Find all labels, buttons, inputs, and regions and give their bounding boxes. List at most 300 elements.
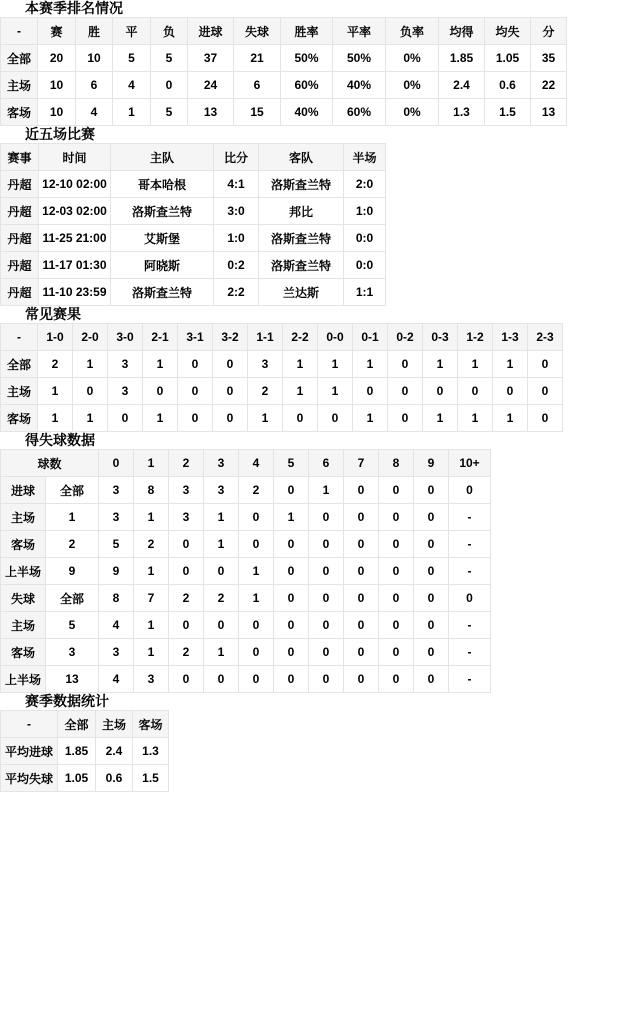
- data-cell: 0: [178, 405, 213, 432]
- data-cell: 35: [531, 45, 567, 72]
- data-cell: 0: [414, 666, 449, 693]
- data-cell: 1: [423, 351, 458, 378]
- data-cell: 1: [143, 405, 178, 432]
- data-cell: 3: [99, 639, 134, 666]
- data-cell: 1: [46, 504, 99, 531]
- row-label: 失球: [1, 585, 46, 612]
- data-cell: 8: [134, 477, 169, 504]
- data-cell: 1: [38, 378, 73, 405]
- data-cell: 1.5: [133, 765, 169, 792]
- data-cell: 0: [143, 378, 178, 405]
- data-cell: 0: [204, 612, 239, 639]
- data-cell: 3: [204, 477, 239, 504]
- data-cell: 0: [388, 351, 423, 378]
- data-cell: 洛斯查兰特: [111, 198, 214, 225]
- data-cell: 1.05: [485, 45, 531, 72]
- data-cell: 0: [379, 558, 414, 585]
- data-cell: 3: [134, 666, 169, 693]
- data-cell: 1: [204, 531, 239, 558]
- row-label: 客场: [1, 99, 38, 126]
- data-cell: 2: [204, 585, 239, 612]
- data-cell: 0: [73, 378, 108, 405]
- section-season-ranking: [0, 0, 636, 126]
- table-row: [1, 477, 491, 504]
- data-cell: 0: [344, 585, 379, 612]
- data-cell: 1: [458, 351, 493, 378]
- data-cell: 0%: [386, 99, 439, 126]
- column-header: 0: [99, 450, 134, 477]
- data-cell: 0: [169, 666, 204, 693]
- data-cell: 0: [239, 531, 274, 558]
- data-cell: 37: [188, 45, 234, 72]
- data-cell: 0: [344, 612, 379, 639]
- data-cell: 0.6: [485, 72, 531, 99]
- data-cell: -: [449, 558, 491, 585]
- column-header: 客场: [133, 711, 169, 738]
- section-title-season-stats: 赛季数据统计: [25, 693, 109, 709]
- data-cell: 1: [423, 405, 458, 432]
- row-label: 客场: [1, 531, 46, 558]
- data-cell: 13: [531, 99, 567, 126]
- data-cell: 50%: [333, 45, 386, 72]
- column-header: 客队: [259, 144, 344, 171]
- data-cell: 0: [344, 477, 379, 504]
- data-cell: 6: [76, 72, 113, 99]
- data-cell: 40%: [333, 72, 386, 99]
- data-cell: 9: [46, 558, 99, 585]
- data-cell: 11-25 21:00: [39, 225, 111, 252]
- data-cell: 1.3: [439, 99, 485, 126]
- data-cell: 0: [379, 666, 414, 693]
- row-label: 平均失球: [1, 765, 58, 792]
- column-header: 0-3: [423, 324, 458, 351]
- data-cell: 全部: [46, 477, 99, 504]
- data-cell: 0: [379, 585, 414, 612]
- section-title-common-scores: 常见赛果: [25, 306, 81, 322]
- data-cell: 1: [73, 351, 108, 378]
- data-cell: 3: [99, 477, 134, 504]
- data-cell: 0: [309, 558, 344, 585]
- table-row: [1, 738, 169, 765]
- table-row: [1, 666, 491, 693]
- column-header: 全部: [58, 711, 96, 738]
- data-cell: 9: [99, 558, 134, 585]
- table-row: [1, 558, 491, 585]
- data-cell: 0: [309, 585, 344, 612]
- data-cell: 邦比: [259, 198, 344, 225]
- season-ranking-table: [0, 17, 567, 126]
- table-row: [1, 99, 567, 126]
- table-row: [1, 531, 491, 558]
- data-cell: 0: [449, 585, 491, 612]
- data-cell: 0: [344, 531, 379, 558]
- table-row: [1, 639, 491, 666]
- data-cell: 3: [169, 477, 204, 504]
- column-header: 10+: [449, 450, 491, 477]
- column-header: 9: [414, 450, 449, 477]
- data-cell: 0: [239, 639, 274, 666]
- data-cell: 0.6: [96, 765, 133, 792]
- data-cell: 0: [213, 378, 248, 405]
- data-cell: 2.4: [439, 72, 485, 99]
- data-cell: 0: [344, 666, 379, 693]
- data-cell: 2: [248, 378, 283, 405]
- data-cell: 21: [234, 45, 281, 72]
- row-label: 上半场: [1, 666, 46, 693]
- data-cell: 0: [493, 378, 528, 405]
- table-row: [1, 72, 567, 99]
- data-cell: 1: [353, 405, 388, 432]
- column-header: 1-3: [493, 324, 528, 351]
- data-cell: 0: [414, 504, 449, 531]
- data-cell: 1: [239, 585, 274, 612]
- data-cell: 3:0: [214, 198, 259, 225]
- data-cell: 洛斯查兰特: [259, 171, 344, 198]
- data-cell: 0: [379, 531, 414, 558]
- table-row: [1, 765, 169, 792]
- data-cell: 2: [134, 531, 169, 558]
- column-header: 2-1: [143, 324, 178, 351]
- column-header: 主场: [96, 711, 133, 738]
- data-cell: 0: [388, 405, 423, 432]
- column-header: 0-1: [353, 324, 388, 351]
- column-header: 均得: [439, 18, 485, 45]
- column-header: 胜率: [281, 18, 333, 45]
- data-cell: 0: [353, 378, 388, 405]
- row-label: 主场: [1, 504, 46, 531]
- column-header: 球数: [1, 450, 99, 477]
- header-row: [1, 144, 386, 171]
- data-cell: 2: [239, 477, 274, 504]
- column-header: 比分: [214, 144, 259, 171]
- data-cell: -: [449, 666, 491, 693]
- column-header: 2: [169, 450, 204, 477]
- data-cell: 0: [379, 639, 414, 666]
- section-recent-matches: [0, 126, 636, 306]
- table-row: [1, 171, 386, 198]
- row-label: 客场: [1, 639, 46, 666]
- column-header: 3: [204, 450, 239, 477]
- data-cell: 0:0: [344, 225, 386, 252]
- data-cell: 2: [46, 531, 99, 558]
- column-header: 3-0: [108, 324, 143, 351]
- data-cell: 0: [169, 612, 204, 639]
- data-cell: 0: [414, 639, 449, 666]
- data-cell: 0%: [386, 45, 439, 72]
- data-cell: 0: [151, 72, 188, 99]
- column-header: 平率: [333, 18, 386, 45]
- data-cell: 0: [169, 558, 204, 585]
- table-row: [1, 504, 491, 531]
- data-cell: 11-10 23:59: [39, 279, 111, 306]
- data-cell: 5: [46, 612, 99, 639]
- data-cell: 6: [234, 72, 281, 99]
- data-cell: 5: [113, 45, 151, 72]
- column-header: 主队: [111, 144, 214, 171]
- table-row: [1, 45, 567, 72]
- table-row: [1, 612, 491, 639]
- data-cell: 0: [414, 558, 449, 585]
- data-cell: 40%: [281, 99, 333, 126]
- section-title-season-ranking: 本赛季排名情况: [25, 0, 123, 16]
- row-label: 平均进球: [1, 738, 58, 765]
- data-cell: 0: [528, 378, 563, 405]
- data-cell: 0: [344, 639, 379, 666]
- data-cell: 1: [204, 504, 239, 531]
- data-cell: 0: [274, 585, 309, 612]
- data-cell: 13: [188, 99, 234, 126]
- data-cell: 3: [108, 378, 143, 405]
- column-header: 5: [274, 450, 309, 477]
- data-cell: 1: [458, 405, 493, 432]
- header-row: [1, 450, 491, 477]
- data-cell: 0: [309, 531, 344, 558]
- column-header: 0-0: [318, 324, 353, 351]
- table-row: [1, 378, 563, 405]
- column-header: 平: [113, 18, 151, 45]
- row-label: 主场: [1, 72, 38, 99]
- row-label: 进球: [1, 477, 46, 504]
- data-cell: 0: [414, 477, 449, 504]
- column-header: 3-2: [213, 324, 248, 351]
- column-header: 1: [134, 450, 169, 477]
- data-cell: 0: [274, 477, 309, 504]
- table-row: [1, 279, 386, 306]
- data-cell: 3: [46, 639, 99, 666]
- column-header: 6: [309, 450, 344, 477]
- goal-distribution-table: [0, 449, 491, 693]
- data-cell: 0: [379, 504, 414, 531]
- data-cell: 10: [76, 45, 113, 72]
- table-row: [1, 252, 386, 279]
- data-cell: 1: [134, 612, 169, 639]
- data-cell: 0: [239, 612, 274, 639]
- data-cell: 0: [423, 378, 458, 405]
- data-cell: 0: [274, 531, 309, 558]
- data-cell: 0: [318, 405, 353, 432]
- data-cell: 4: [113, 72, 151, 99]
- data-cell: 3: [108, 351, 143, 378]
- data-cell: 洛斯查兰特: [111, 279, 214, 306]
- data-cell: 1: [134, 558, 169, 585]
- data-cell: 0: [274, 558, 309, 585]
- column-header: -: [1, 324, 38, 351]
- data-cell: 60%: [281, 72, 333, 99]
- data-cell: 0: [528, 351, 563, 378]
- data-cell: 1:1: [344, 279, 386, 306]
- row-label: 丹超: [1, 279, 39, 306]
- data-cell: 4: [76, 99, 113, 126]
- data-cell: 0: [379, 612, 414, 639]
- data-cell: 1: [143, 351, 178, 378]
- data-cell: 1:0: [214, 225, 259, 252]
- data-cell: 阿晓斯: [111, 252, 214, 279]
- data-cell: 1: [248, 405, 283, 432]
- data-cell: 0: [414, 531, 449, 558]
- common-scores-table: [0, 323, 563, 432]
- data-cell: 2: [38, 351, 73, 378]
- data-cell: 22: [531, 72, 567, 99]
- data-cell: 0: [178, 351, 213, 378]
- row-label: 丹超: [1, 225, 39, 252]
- data-cell: 2.4: [96, 738, 133, 765]
- data-cell: 0: [309, 666, 344, 693]
- data-cell: 60%: [333, 99, 386, 126]
- data-cell: 0: [388, 378, 423, 405]
- data-cell: 1: [239, 558, 274, 585]
- data-cell: 1: [493, 351, 528, 378]
- column-header: 7: [344, 450, 379, 477]
- data-cell: 1: [318, 378, 353, 405]
- data-cell: 3: [248, 351, 283, 378]
- data-cell: 10: [38, 72, 76, 99]
- column-header: -: [1, 711, 58, 738]
- data-cell: 洛斯查兰特: [259, 252, 344, 279]
- data-cell: 8: [99, 585, 134, 612]
- data-cell: 0: [213, 405, 248, 432]
- data-cell: 1: [283, 351, 318, 378]
- column-header: 半场: [344, 144, 386, 171]
- section-title-recent-matches: 近五场比赛: [25, 126, 95, 142]
- data-cell: 2:2: [214, 279, 259, 306]
- section-goal-distribution: [0, 432, 636, 693]
- column-header: 4: [239, 450, 274, 477]
- column-header: 8: [379, 450, 414, 477]
- data-cell: 15: [234, 99, 281, 126]
- data-cell: 0: [169, 531, 204, 558]
- data-cell: 5: [151, 45, 188, 72]
- row-label: 丹超: [1, 171, 39, 198]
- data-cell: 0: [344, 558, 379, 585]
- table-row: [1, 198, 386, 225]
- data-cell: 1: [204, 639, 239, 666]
- table-row: [1, 405, 563, 432]
- data-cell: 4: [99, 666, 134, 693]
- column-header: 时间: [39, 144, 111, 171]
- data-cell: 0: [178, 378, 213, 405]
- column-header: 负率: [386, 18, 439, 45]
- data-cell: 0: [458, 378, 493, 405]
- data-cell: 5: [151, 99, 188, 126]
- data-cell: 艾斯堡: [111, 225, 214, 252]
- row-label: 丹超: [1, 252, 39, 279]
- data-cell: 全部: [46, 585, 99, 612]
- data-cell: 0: [239, 504, 274, 531]
- column-header: 0-2: [388, 324, 423, 351]
- column-header: 1-2: [458, 324, 493, 351]
- data-cell: 0:2: [214, 252, 259, 279]
- section-common-scores: [0, 306, 636, 432]
- data-cell: 50%: [281, 45, 333, 72]
- data-cell: 哥本哈根: [111, 171, 214, 198]
- data-cell: 0: [379, 477, 414, 504]
- table-row: [1, 351, 563, 378]
- data-cell: 1: [134, 504, 169, 531]
- data-cell: 0: [414, 585, 449, 612]
- data-cell: -: [449, 531, 491, 558]
- data-cell: 0: [274, 612, 309, 639]
- data-cell: 0: [528, 405, 563, 432]
- column-header: 3-1: [178, 324, 213, 351]
- data-cell: 兰达斯: [259, 279, 344, 306]
- data-cell: 5: [99, 531, 134, 558]
- data-cell: -: [449, 639, 491, 666]
- data-cell: 1: [353, 351, 388, 378]
- row-label: 全部: [1, 45, 38, 72]
- column-header: 2-0: [73, 324, 108, 351]
- data-cell: -: [449, 504, 491, 531]
- data-cell: 1: [283, 378, 318, 405]
- data-cell: 7: [134, 585, 169, 612]
- data-cell: 0: [274, 666, 309, 693]
- column-header: 1-1: [248, 324, 283, 351]
- data-cell: 0: [283, 405, 318, 432]
- column-header: 进球: [188, 18, 234, 45]
- data-cell: 0: [274, 639, 309, 666]
- season-stats-table: [0, 710, 169, 792]
- data-cell: 1:0: [344, 198, 386, 225]
- column-header: 2-3: [528, 324, 563, 351]
- column-header: 2-2: [283, 324, 318, 351]
- header-row: [1, 18, 567, 45]
- data-cell: 1: [274, 504, 309, 531]
- column-header: 胜: [76, 18, 113, 45]
- data-cell: 0%: [386, 72, 439, 99]
- row-label: 客场: [1, 405, 38, 432]
- data-cell: 1.05: [58, 765, 96, 792]
- column-header: 1-0: [38, 324, 73, 351]
- header-row: [1, 324, 563, 351]
- table-row: [1, 225, 386, 252]
- data-cell: 1: [318, 351, 353, 378]
- data-cell: 1: [73, 405, 108, 432]
- data-cell: 1.85: [58, 738, 96, 765]
- data-cell: 2: [169, 639, 204, 666]
- data-cell: 1.3: [133, 738, 169, 765]
- recent-matches-table: [0, 143, 386, 306]
- data-cell: 1: [134, 639, 169, 666]
- data-cell: 4: [99, 612, 134, 639]
- row-label: 主场: [1, 378, 38, 405]
- data-cell: 1.5: [485, 99, 531, 126]
- data-cell: 0: [204, 558, 239, 585]
- column-header: 均失: [485, 18, 531, 45]
- data-cell: 1: [38, 405, 73, 432]
- data-cell: 10: [38, 99, 76, 126]
- column-header: 分: [531, 18, 567, 45]
- data-cell: 1: [113, 99, 151, 126]
- data-cell: 12-10 02:00: [39, 171, 111, 198]
- data-cell: 13: [46, 666, 99, 693]
- row-label: 主场: [1, 612, 46, 639]
- row-label: 全部: [1, 351, 38, 378]
- data-cell: 1: [493, 405, 528, 432]
- data-cell: 0: [309, 612, 344, 639]
- data-cell: 0: [414, 612, 449, 639]
- data-cell: 11-17 01:30: [39, 252, 111, 279]
- column-header: 失球: [234, 18, 281, 45]
- data-cell: 24: [188, 72, 234, 99]
- column-header: 赛: [38, 18, 76, 45]
- header-row: [1, 711, 169, 738]
- data-cell: 3: [169, 504, 204, 531]
- data-cell: 洛斯查兰特: [259, 225, 344, 252]
- data-cell: 0: [204, 666, 239, 693]
- data-cell: 0: [309, 639, 344, 666]
- row-label: 丹超: [1, 198, 39, 225]
- column-header: 负: [151, 18, 188, 45]
- data-cell: 2: [169, 585, 204, 612]
